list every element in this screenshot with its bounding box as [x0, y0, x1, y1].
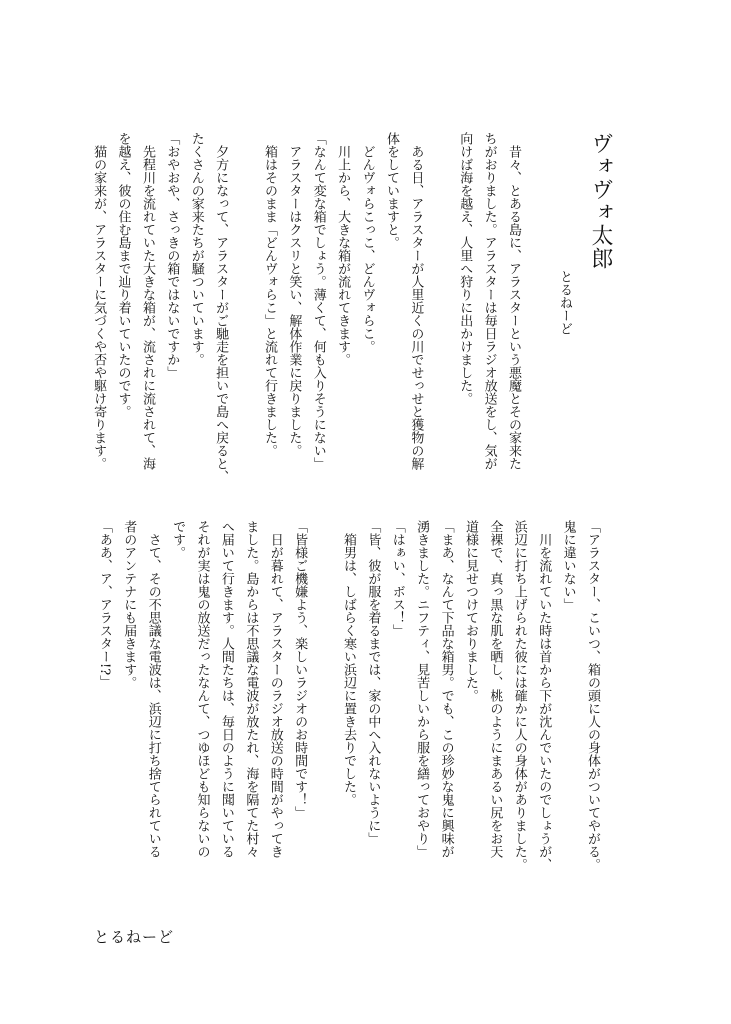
text-line: 湧きました。ニフティ、見苦しいから服を繕っておやり」	[414, 520, 430, 858]
text-line: 「はぁい、ボス！」	[389, 520, 405, 637]
text-line: 「なんて変な箱でしょう。薄くて、何も入りそうにない」	[310, 132, 326, 470]
text-line: 体をしていますと。	[383, 132, 399, 249]
text-line: 箱はそのまま「どんヴォらこ」と流れて行きました。	[261, 132, 277, 457]
text-line: 「皆、彼が服を着るまでは、家の中へ入れないように」	[365, 520, 381, 845]
text-line: 箱男は、しばらく寒い浜辺に置き去りでした。	[340, 520, 356, 806]
text-line: たくさんの家来たちが騒ついています。	[188, 132, 204, 366]
text-line: へ届いて行きます。人間たちは、毎日のように聞いている	[218, 520, 234, 858]
text-line: 先程川を流れていた大きな箱が、流されに流されて、海	[139, 132, 155, 470]
text-line: 向けば海を越え、人里へ狩りに出かけました。	[457, 132, 473, 405]
text-line: 者のアンテナにも届きます。	[121, 520, 137, 689]
text-line: 猫の家来が、アラスターに気づくや否や駆け寄ります。	[91, 132, 107, 470]
text-line: どんヴォらこっこ、どんヴォらこ。	[359, 132, 375, 353]
text-line: 鬼に違いない」	[560, 520, 576, 611]
text-line: 川上から、大きな箱が流れてきます。	[335, 132, 351, 366]
text-line: ちがおりました。アラスターは毎日ラジオ放送をし、気が	[481, 132, 497, 470]
story-text-bottom	[91, 520, 604, 871]
text-line: 全裸で、真っ黒な肌を晒し、桃のようにまあるい尻をお天	[487, 520, 503, 858]
text-line: ました。島からは不思議な電波が放たれ、海を隔てた村々	[243, 520, 259, 858]
text-line: 夕方になって、アラスターがご馳走を担いで島へ戻ると、	[213, 132, 229, 483]
text-line: を越え、彼の住む島まで辿り着いていたのです。	[115, 132, 131, 418]
text-line: ある日、アラスターが人里近くの川でせっせと獲物の解	[408, 132, 424, 470]
author-name: とるねーど	[557, 270, 572, 335]
story-title: ヴォヴォ太郎	[588, 132, 613, 270]
text-line: それが実は鬼の放送だったなんて、つゆほども知らないの	[194, 520, 210, 858]
story-text-top	[86, 132, 525, 483]
text-line: アラスターはクスリと笑い、解体作業に戻りました。	[286, 132, 302, 457]
text-line: 「アラスター、こいつ、箱の頭に人の身体がついてやがる。	[585, 520, 600, 871]
footer-author: とるねーど	[94, 928, 175, 946]
text-line: 「ああ、ア、アラスター!?」	[96, 520, 112, 689]
text-line: 浜辺に打ち上げられた彼には確かに人の身体がありました。	[511, 520, 527, 871]
blank-line	[427, 132, 451, 483]
blank-line	[311, 520, 335, 871]
text-line: 「皆様ご機嫌よう、楽しいラジオのお時間です！」	[292, 520, 308, 819]
text-line: 川を流れていた時は首から下が沈んでいたのでしょうが、	[536, 520, 552, 871]
text-line: 日が暮れて、アラスターのラジオ放送の時間がやってき	[267, 520, 283, 858]
blank-line	[232, 132, 256, 483]
text-line: 「おやおや、さっきの箱ではないですか」	[164, 132, 180, 379]
text-line: 昔々、とある島に、アラスターという悪魔とその家来た	[506, 132, 521, 470]
text-line: です。	[170, 520, 186, 559]
text-line: さて、その不思議な電波は、浜辺に打ち捨てられている	[145, 520, 161, 858]
text-line: 道様に見せつけておりました。	[462, 520, 478, 702]
text-line: 「まあ、なんて下品な箱男。でも、この珍妙な鬼に興味が	[438, 520, 454, 858]
